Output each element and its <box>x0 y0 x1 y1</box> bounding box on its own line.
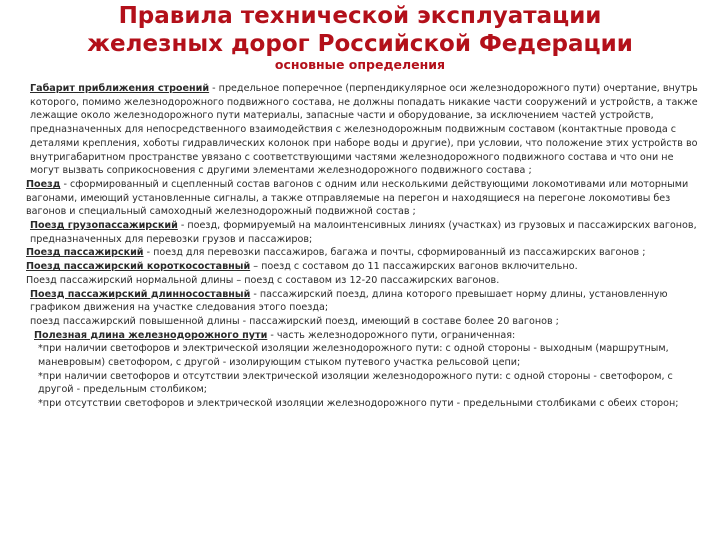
definition-item <box>26 219 702 246</box>
definition-text: *при отсутствии светофоров и электрической изоляции железнодорожного пути - предельными столбиками с обеих сторон; <box>38 398 679 410</box>
definition-text: - часть железнодорожного пути, ограниченная: <box>267 329 516 341</box>
definition-text: - поезд, формируемый на малоинтенсивных линиях (участках) из грузовых и пассажирских вагонов, предназначенных для перевозки грузов и пассажиров; <box>30 220 697 245</box>
definition-text: - сформированный и сцепленный состав вагонов с одним или несколькими действующими локомотивами или моторными вагонами, имеющий установленные сигналы, а также отправляемые на перегон и находящиеся на перегоне локомотивы без вагонов и специальный самоходный железнодорожный подвижной состав ; <box>26 178 689 218</box>
definition-text: поезд пассажирский повышенной длины - пассажирский поезд, имеющий в составе более 20 вагонов ; <box>30 315 559 327</box>
definition-item <box>26 260 702 274</box>
definitions-text <box>26 82 702 411</box>
definition-item <box>26 274 702 288</box>
definition-subitem <box>26 397 702 411</box>
subtitle: основные определения <box>274 57 446 72</box>
definition-term: Поезд грузопассажирский <box>30 220 178 232</box>
definition-subitem <box>26 370 702 397</box>
definition-term: Поезд пассажирский длинносоставный <box>30 288 251 300</box>
definition-item <box>26 288 702 315</box>
definition-text: *при наличии светофоров и электрической изоляции железнодорожного пути: с одной стороны - выходным (маршрутным, маневровым) светофором, с другой - изолирующим стыком путевого участка рельсовой цепи; <box>38 343 669 369</box>
definition-term: Поезд пассажирский <box>26 247 144 259</box>
title-line-1: Правила технической эксплуатации <box>118 3 602 29</box>
definition-item <box>26 178 702 219</box>
definition-text: Поезд пассажирский нормальной длины – поезд с составом из 12-20 пассажирских вагонов. <box>26 274 500 286</box>
page-title <box>0 2 720 58</box>
definition-subitem <box>26 342 702 369</box>
definition-text: - поезд для перевозки пассажиров, багажа и почты, сформированный из пассажирских вагонов ; <box>143 247 646 259</box>
definition-text: – поезд с составом до 11 пассажирских вагонов включительно. <box>250 261 578 273</box>
definition-text: *при наличии светофоров и отсутствии электрической изоляции железнодорожного пути: с одной стороны - светофором, с другой - предельным столбиком; <box>38 370 673 396</box>
definition-text: - предельное поперечное (перпендикулярное оси железнодорожного пути) очертание, внутрь которого, помимо железнодорожного подвижного состава, не должны попадать никакие части сооружений и устройств, а также лежащие около железнодорожного пути материалы, запасные части и оборудование, за исключением частей устройств, предназначенных для непосредственного взаимодействия с железнодорожным подвижным составом (контактные провода с деталями крепления, хоботы гидравлических колонок при наборе воды и другие), при условии, что положение этих устройств во внутригабаритном пространстве увязано с соответствующими частями железнодорожного подвижного состава и что они не могут вызвать соприкосновения с другими элементами железнодорожного подвижного состава ; <box>30 83 698 177</box>
definition-text: - пассажирский поезд, длина которого превышает норму длины, установленную графиком движения на участке следования этого поезда; <box>30 288 668 314</box>
definition-item <box>26 329 702 343</box>
definition-item <box>26 246 702 260</box>
definition-term: Полезная длина железнодорожного пути <box>34 329 268 341</box>
definition-term: Габарит приближения строений <box>30 83 210 94</box>
title-line-2: железных дорог Российской Федерации <box>87 31 633 57</box>
definition-item <box>26 82 702 178</box>
definition-term: Поезд пассажирский короткосоставный <box>26 261 251 273</box>
definition-term: Поезд <box>26 178 61 190</box>
definition-item <box>26 315 702 329</box>
